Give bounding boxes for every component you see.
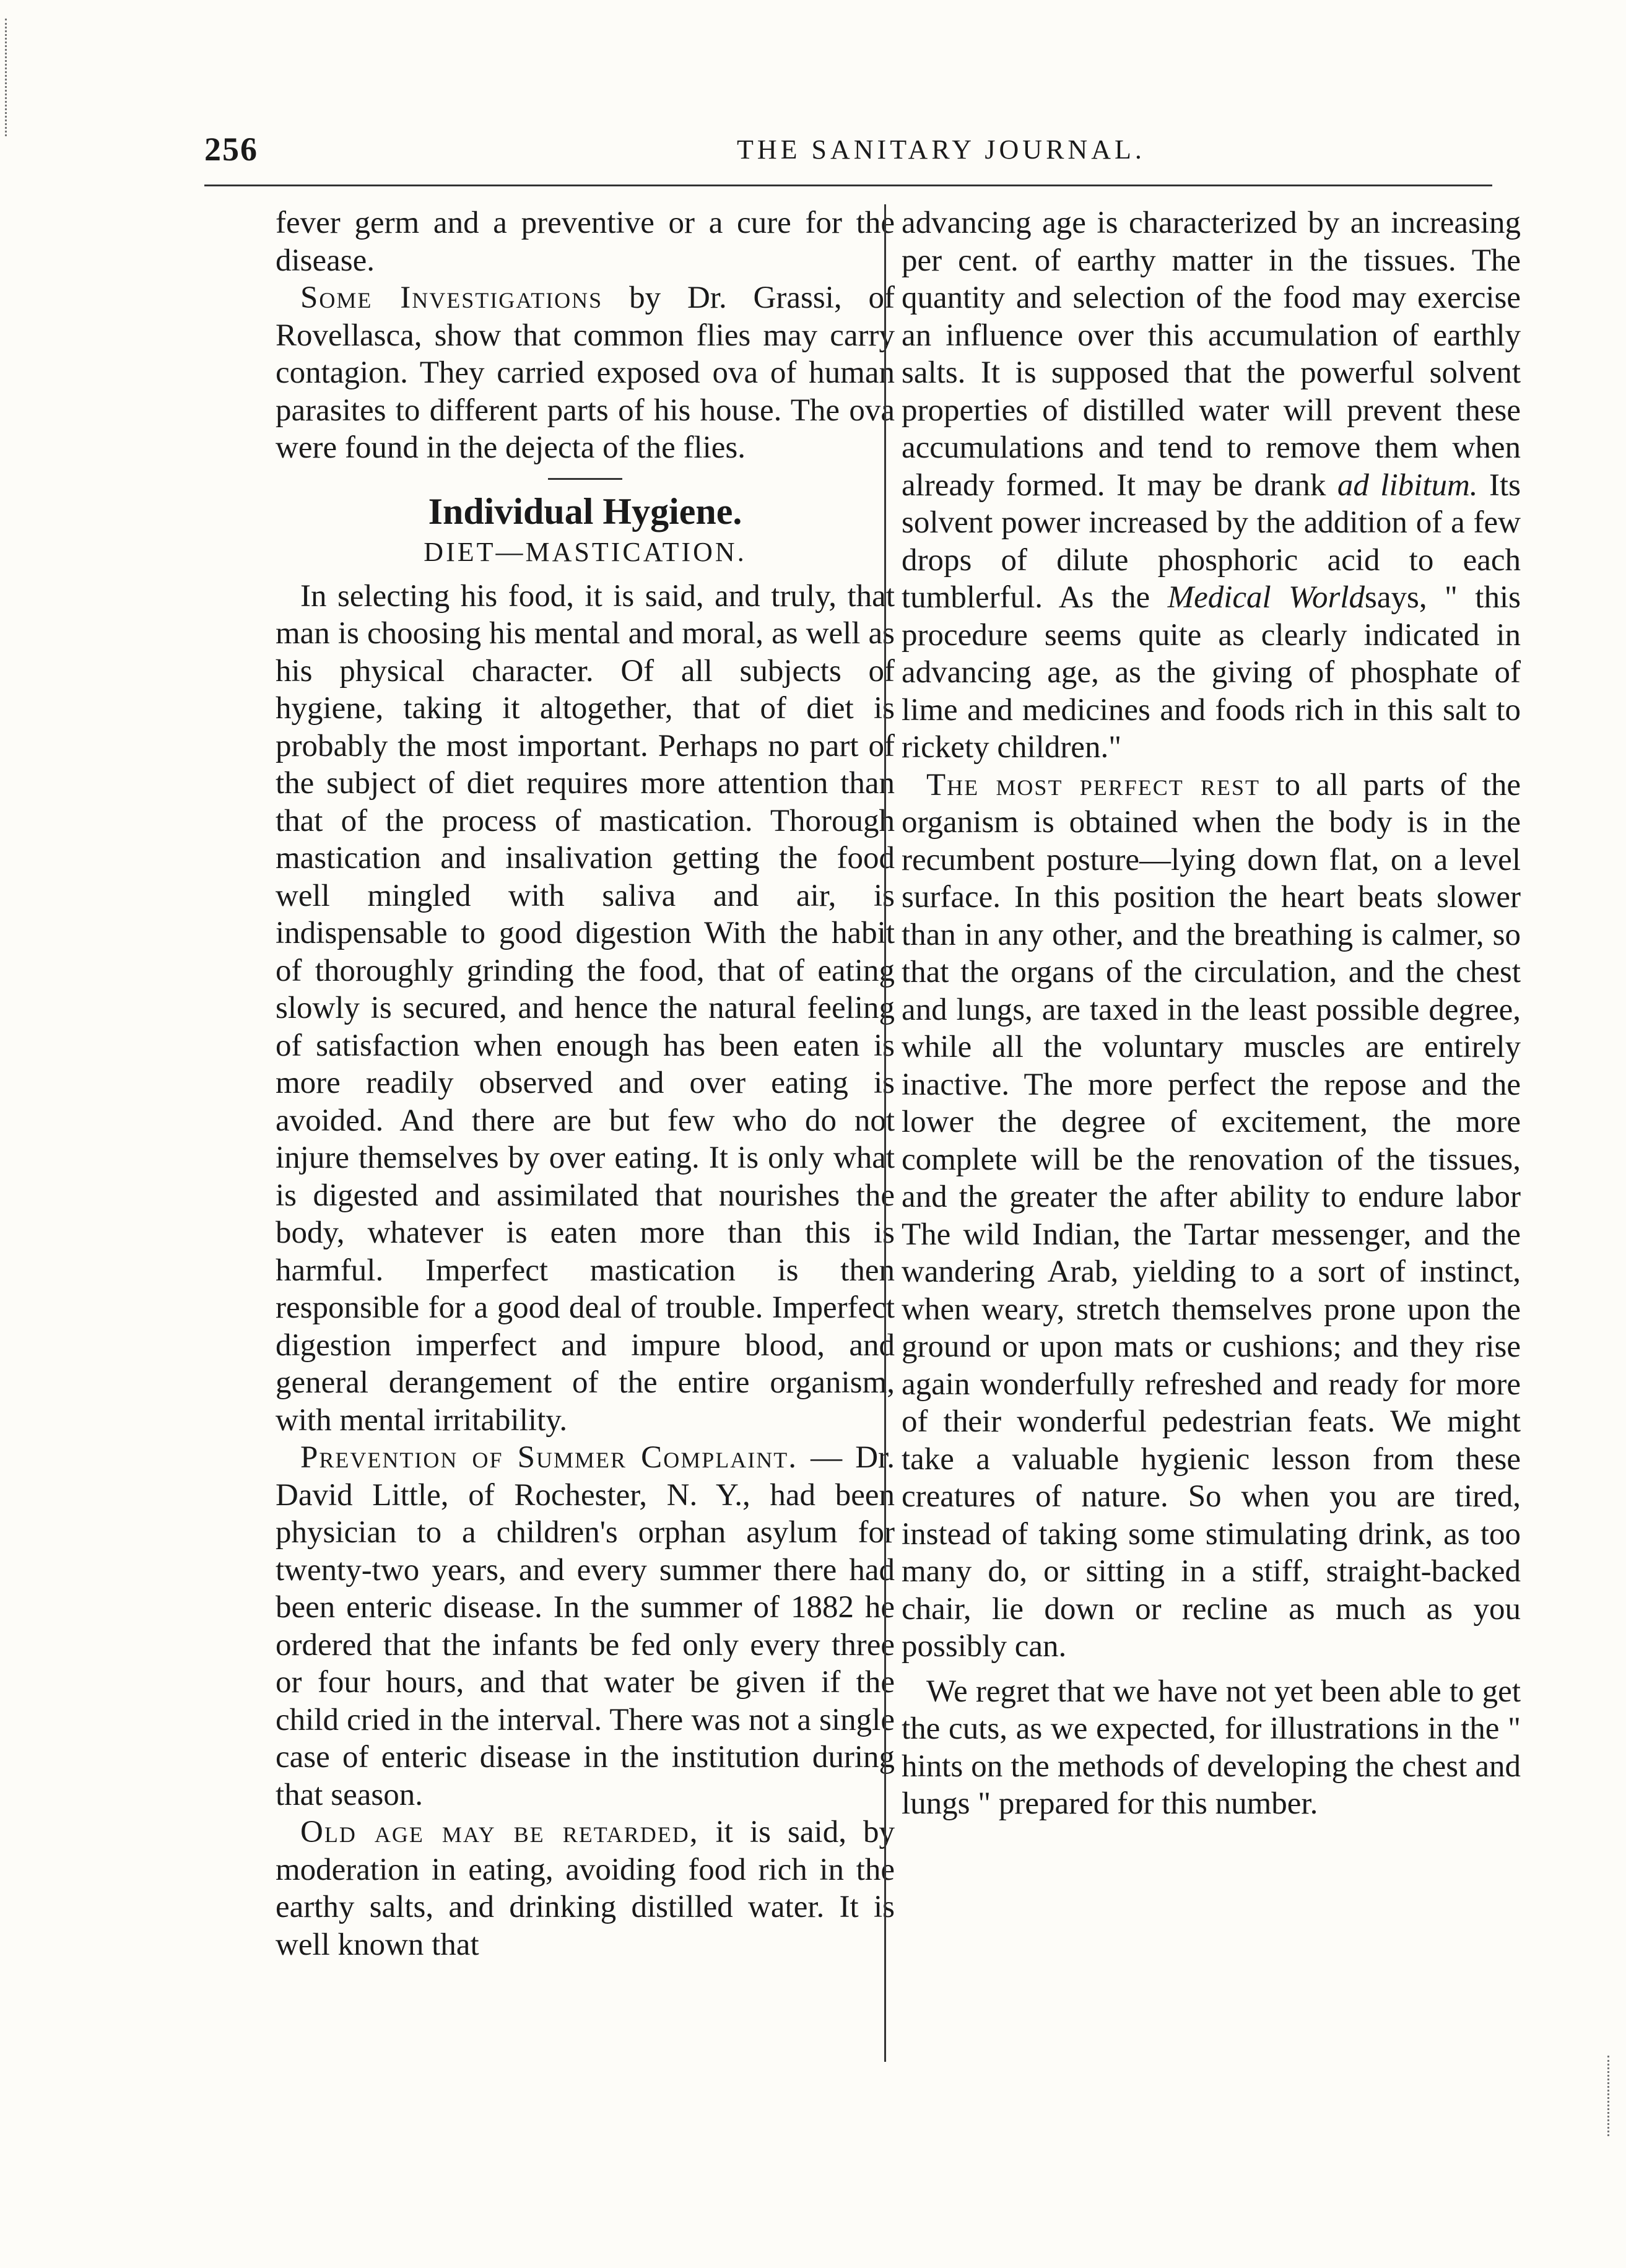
run-in-heading: Old age may be retarded,: [300, 1815, 699, 1849]
run-in-heading: Prevention of Summer Complaint.: [300, 1440, 798, 1475]
section-divider: [548, 478, 622, 480]
run-in-heading: The most perfect rest: [926, 767, 1261, 802]
page-number: 256: [204, 131, 258, 168]
scan-margin-marks: [5, 19, 32, 136]
italic-text: Medical World: [1167, 580, 1365, 615]
paragraph-text: advancing age is characterized by an increasing per cent. of earthy matter in the tissues. The quantity and selection of the food may exercise an influence over this accumulation of earthly salts. It is supposed that the powerful solvent properties of distilled water will prevent these accumulations and tend to remove them when already formed. It may be drank: [902, 206, 1521, 503]
right-column: [902, 204, 1521, 1823]
paragraph-text: to all parts of the organism is obtained when the body is in the recumbent posture—lying down flat, on a level surface. In this position the heart beats slower than in any other, and the breathing is calmer, so that the organs of the circulation, and the chest and lungs, are taxed in the least possible degree, while all the voluntary muscles are entirely inactive. The more perfect the repose and the lower the degree of excitement, the more complete will be the renovation of the tissues, and the greater the after ability to endure labor The wild Indian, the Tartar messenger, and the wandering Arab, yielding to a sort of instinct, when weary, stretch themselves prone upon the ground or upon mats or cushions; and they rise again wonderfully refreshed and ready for more of their wonderful pedestrian feats. We might take a valuable hygienic lesson from these creatures of nature. So when you are tired, instead of taking some stimulating drink, as too many do, or sitting in a stiff, straight-backed chair, lie down or recline as much as you possibly can.: [902, 767, 1521, 1664]
paragraph-editorial-note: We regret that we have not yet been able to get the cuts, as we expected, for illustrations in the " hints on the methods of developing the chest and lungs " prepared for this number.: [902, 1674, 1521, 1821]
scan-margin-marks-bottom: [1607, 2056, 1615, 2136]
paragraph-text: by Dr. Grassi, of Rovellasca, show that common flies may carry contagion. They carried exposed ova of human parasites to different parts of his house. The ova were found in the dejecta of the flies.: [276, 280, 895, 465]
paragraph-text: says, " this procedure seems quite as clearly indicated in advancing age, as the giving of phosphate of lime and medicines and foods rich in this salt to rickety children.": [902, 580, 1521, 765]
paragraph-advancing-age: [902, 204, 1521, 767]
running-head: THE SANITARY JOURNAL.: [737, 134, 1146, 165]
paragraph-text: Its solvent power increased by the addition of a few drops of dilute phosphoric acid to each tumblerful. As the: [902, 467, 1521, 615]
paragraph-investigations: [276, 279, 895, 467]
paragraph-mastication: In selecting his food, it is said, and truly, that man is choosing his mental and moral, as well as his physical character. Of all subjects of hygiene, taking it altogether, that of diet is probably the most important. Perhaps no part of the subject of diet requires more attention than that of the process of mastication. Thorough mastication and insalivation getting the food well mingled with saliva and air, is indispensable to good digestion With the habit of thoroughly grinding the food, that of eating slowly is secured, and hence the natural feeling of satisfaction when enough has been eaten is more readily observed and over eating is avoided. And there are but few who do not injure themselves by over eating. It is only what is digested and assimilated that nourishes the body, whatever is eaten more than this is harmful. Imperfect mastication is then responsible for a good deal of trouble. Imperfect digestion imperfect and impure blood, and general derangement of the entire organism, with mental irritability.: [276, 578, 895, 1438]
section-title: Individual Hygiene.: [428, 490, 742, 532]
page-header: [204, 130, 1492, 167]
paragraph-summer-complaint: [276, 1439, 895, 1814]
paragraph-old-age: [276, 1814, 895, 1963]
header-rule: [204, 185, 1492, 186]
section-subtitle: DIET—MASTICATION.: [424, 536, 747, 567]
paragraph-perfect-rest: [902, 767, 1521, 1666]
left-column: [276, 204, 895, 1963]
run-in-heading: Some Investigations: [300, 280, 603, 315]
column-divider: [884, 204, 886, 2062]
paragraph-text: — Dr. David Little, of Rochester, N. Y., had been physician to a children's orphan asylum for twenty-two years, and every summer there had been enteric disease. In the summer of 1882 he ordered that the infants be fed only every three or four hours, and that water be given if the child cried in the interval. There was not a single case of enteric disease in the institution during that season.: [276, 1440, 895, 1812]
paragraph-fever-germ: fever germ and a preventive or a cure for the disease.: [276, 206, 895, 278]
italic-text: ad libitum.: [1337, 467, 1478, 503]
paragraph-text: it is said, by moderation in eating, avoiding food rich in the earthy salts, and drinking distilled water. It is well known that: [276, 1815, 895, 1962]
